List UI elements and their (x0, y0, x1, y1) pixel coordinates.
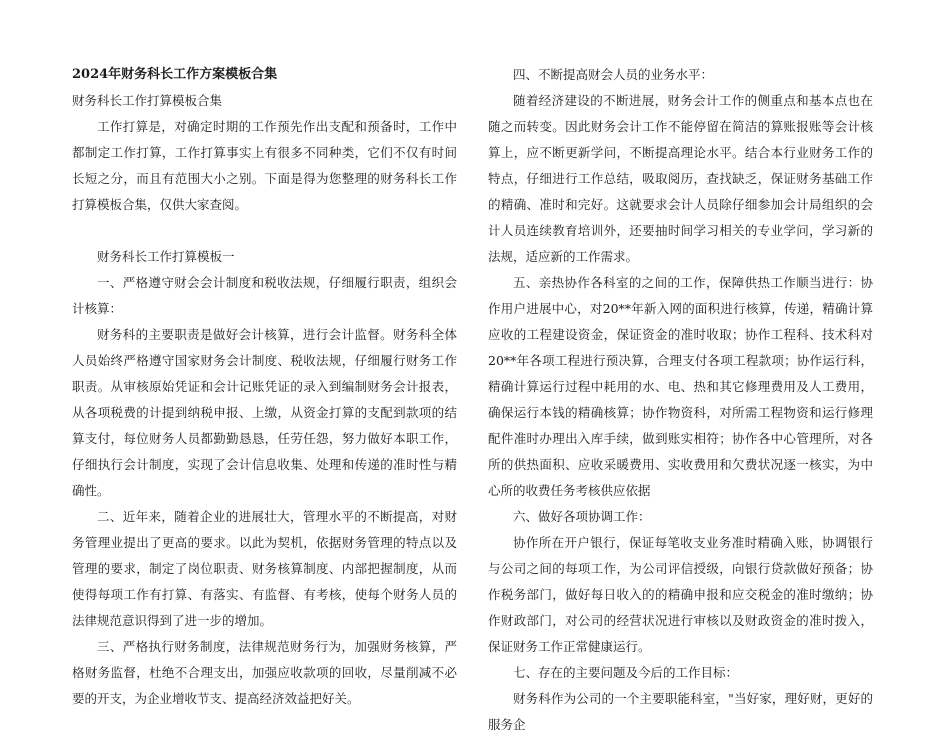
paragraph: 财务科作为公司的一个主要职能科室，"当好家，理好财，更好的服务企 (488, 691, 873, 732)
heading-seven: 七、存在的主要问题及今后的工作目标： (513, 665, 739, 680)
paragraph: 财务科的主要职责是做好会计核算，进行会计监督。财务科全体人员始终严格遵守国家财务会计制度、税收法规，仔细履行财务工作职责。从审核原始凭证和会计记账凭证的录入到编制财务会计报表，从各项税费的计提到纳税申报、上缴，从资金打算的支配到款项的结算支付，每位财务人员都勤勤恳恳，任劳任怨，努力做好本职工作，仔细执行会计制度，实现了会计信息收集、处理和传递的准时性与精确性。 (72, 327, 457, 498)
heading-six: 六、做好各项协调工作： (513, 509, 651, 524)
heading-five-paragraph: 五、亲热协作各科室的之间的工作，保障供热工作顺当进行：协作用户进展中心，对20**年新入网的面积进行核算，传递，精确计算应收的工程建设资金，保证资金的准时收取；协作工程科、技术科对20**年各项工程进行预决算，合理支付各项工程款项；协作运行科，精确计算运行过程中耗用的水、电、热和其它修理费用及人工费用，确保运行本钱的精确核算；协作物资科，对所需工程物资和运行修理配件准时办理出入库手续，做到账实相符；协作各中心管理所，对各所的供热面积、应收采暖费用、实收费用和欠费状况逐一核实，为中心所的收费任务考核供应依据 (488, 275, 873, 498)
document-subtitle: 财务科长工作打算模板合集 (72, 93, 223, 108)
intro-paragraph: 工作打算是，对确定时期的工作预先作出支配和预备时，工作中都制定工作打算，工作打算事实上有很多不同种类，它们不仅有时间长短之分，而且有范围大小之别。下面是得为您整理的财务科长工作打算模板合集，仅供大家查阅。 (72, 119, 457, 212)
document-title: 2024年财务科长工作方案模板合集 (72, 67, 278, 82)
section-title: 财务科长工作打算模板一 (97, 249, 235, 264)
left-column (72, 62, 457, 712)
heading-three-paragraph: 三、严格执行财务制度，法律规范财务行为，加强财务核算，严格财务监督，杜绝不合理支出，加强应收款项的回收，尽量削减不必要的开支，为企业增收节支、提高经济效益把好关。 (72, 639, 457, 706)
paragraph: 随着经济建设的不断进展，财务会计工作的侧重点和基本点也在随之而转变。因此财务会计工作不能停留在简洁的算账报账等会计核算上，应不断更新学问，不断提高理论水平。结合本行业财务工作的特点，仔细进行工作总结，吸取阅历，查找缺乏，保证财务基础工作的精确、准时和完好。这就要求会计人员除仔细参加会计局组织的会计人员连续教育培训外，还要抽时间学习相关的专业学问，学习新的法规，适应新的工作需求。 (488, 93, 873, 264)
heading-two-paragraph: 二、近年来，随着企业的进展壮大，管理水平的不断提高，对财务管理业提出了更高的要求。以此为契机，依据财务管理的特点以及管理的要求，制定了岗位职责、财务核算制度、内部把握制度，从而使得每项工作有打算、有落实、有监督、有考核，使每个财务人员的法律规范意识得到了进一步的增加。 (72, 509, 457, 628)
paragraph: 协作所在开户银行，保证每笔收支业务准时精确入账，协调银行与公司之间的每项工作，为公司评信授级，向银行贷款做好预备；协作税务部门，做好每日收入的的精确申报和应交税金的准时缴纳；协作财政部门，对公司的经营状况进行审核以及财政资金的准时拨入，保证财务工作正常健康运行。 (488, 535, 873, 654)
right-column (488, 62, 873, 738)
blank-line (72, 218, 457, 244)
heading-one: 一、严格遵守财会会计制度和税收法规，仔细履行职责，组织会计核算： (72, 275, 457, 316)
heading-four: 四、不断提高财会人员的业务水平： (513, 67, 714, 82)
